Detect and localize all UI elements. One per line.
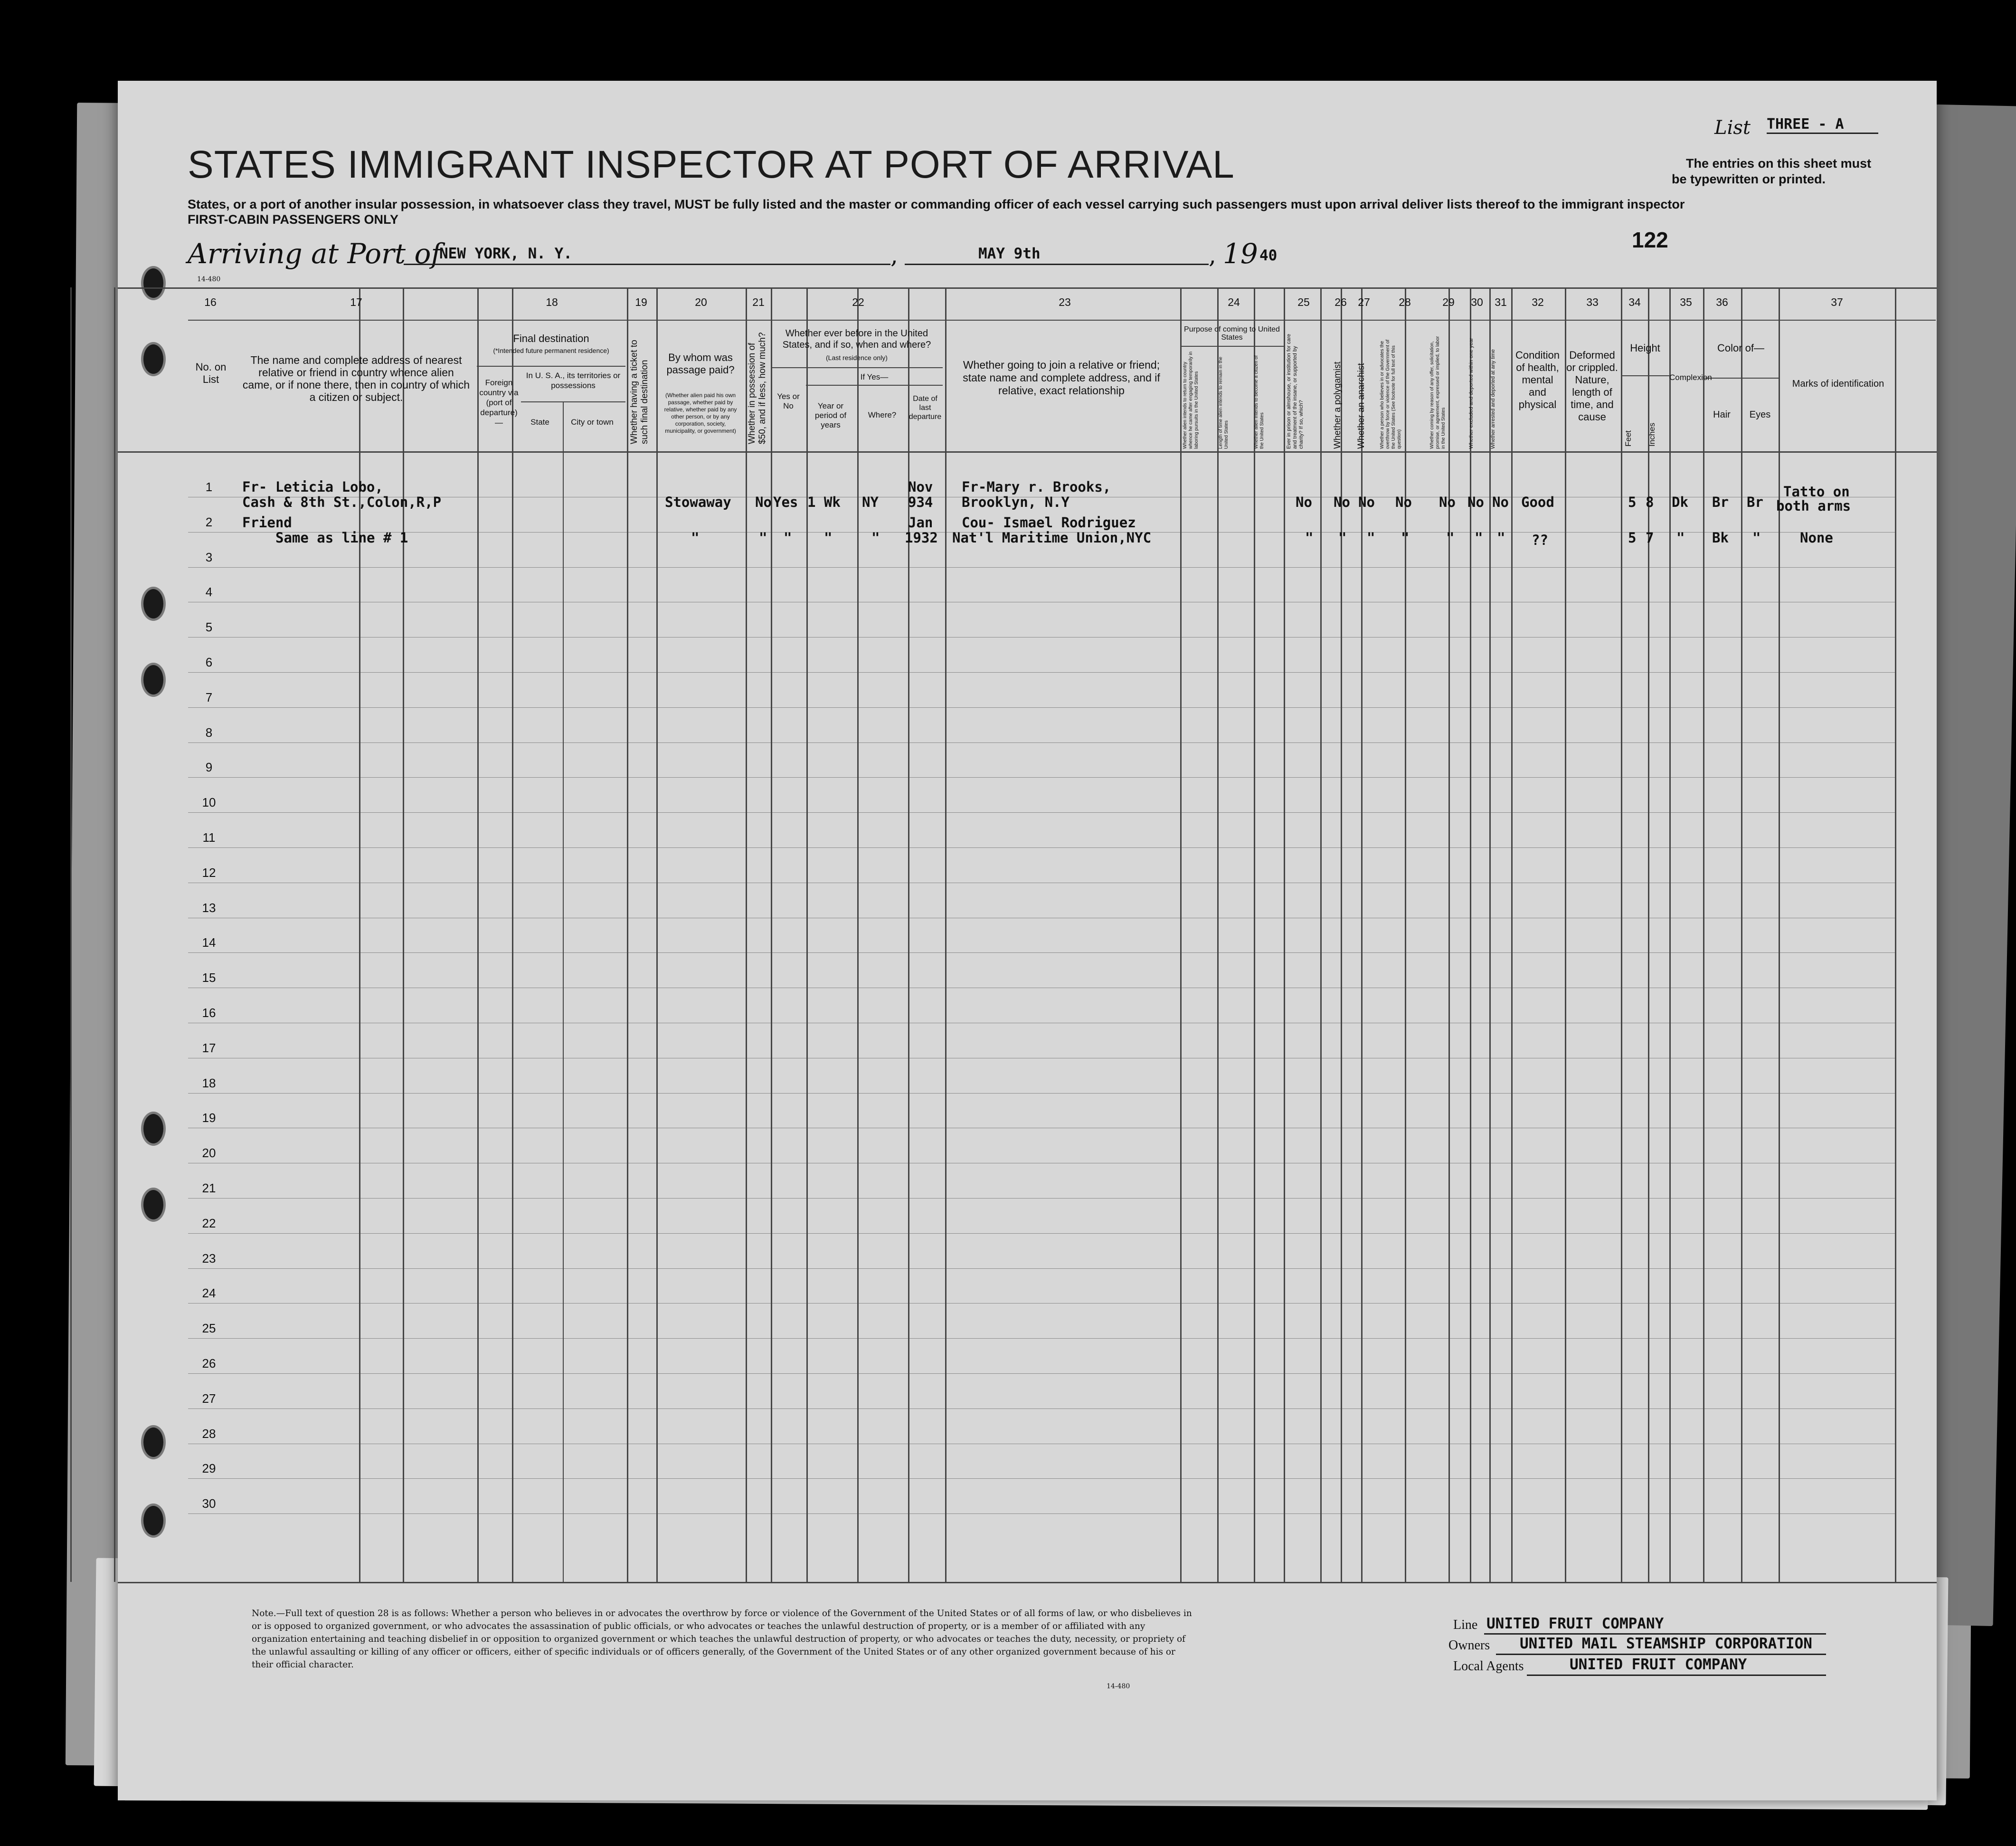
column-rule — [1180, 287, 1182, 1582]
column-number: 34 — [1628, 296, 1641, 308]
comma: , — [1209, 241, 1216, 269]
line-label: Line — [1453, 1618, 1478, 1632]
sub-column-rule — [1217, 346, 1218, 1582]
column-number: 37 — [1831, 296, 1843, 308]
entry-c28: No — [1395, 494, 1412, 510]
header-offer: Whether coming by reason of any offer, solicitation, promise, or agreement, expressed or implied, to labor in the United States — [1429, 336, 1446, 449]
owners-label: Owners — [1448, 1638, 1490, 1653]
column-rule — [1284, 287, 1285, 1582]
c36-divider — [1703, 378, 1779, 379]
entry-hair: Bk — [1712, 530, 1729, 546]
c24-divider — [1180, 346, 1284, 347]
column-number: 21 — [752, 296, 765, 308]
column-rule — [945, 287, 946, 1582]
column-rule — [477, 287, 479, 1582]
entry-inches: 7 — [1646, 530, 1654, 546]
row-number: 13 — [202, 900, 216, 915]
sub-column-rule — [1648, 375, 1649, 1582]
row-number: 24 — [202, 1286, 216, 1301]
year-suffix: 40 — [1259, 247, 1278, 264]
entry-relative: Fr- Leticia Lobo, — [242, 479, 383, 495]
entry-money: " — [759, 530, 767, 546]
header-no-on-list: No. on List — [195, 361, 227, 385]
row-number: 12 — [202, 865, 216, 880]
agents-underline — [1527, 1675, 1826, 1676]
row-number: 28 — [202, 1426, 216, 1441]
row-number: 14 — [202, 935, 216, 950]
column-rule — [1565, 287, 1566, 1582]
row-number: 19 — [202, 1111, 216, 1125]
header-city: City or town — [571, 418, 614, 427]
column-number: 31 — [1495, 296, 1507, 308]
sub-column-rule — [908, 385, 909, 1582]
owners-value: UNITED MAIL STEAMSHIP CORPORATION — [1520, 1635, 1812, 1652]
row-rule — [188, 1093, 1895, 1094]
entry-period: 1 Wk — [807, 494, 841, 510]
row-number: 15 — [202, 971, 216, 985]
table-bottom-border — [118, 1582, 1937, 1583]
c22-ifyes-divider — [806, 385, 943, 386]
row-number: 1 — [205, 480, 213, 494]
column-number: 24 — [1228, 296, 1240, 308]
entry-feet: 5 — [1628, 530, 1637, 546]
column-rule — [403, 287, 404, 1582]
column-rule — [114, 287, 115, 1582]
row-rule — [188, 672, 1895, 673]
entry-eyes: Br — [1747, 494, 1763, 510]
column-rule — [1489, 287, 1491, 1582]
entries-note-line: be typewritten or printed. — [1672, 172, 1826, 186]
row-rule — [188, 1478, 1895, 1479]
column-number: 19 — [635, 296, 647, 308]
entry-c27: No — [1358, 494, 1375, 510]
column-rule — [746, 287, 747, 1582]
header-citizen: Whether alien intends to become a citizen of the United States — [1254, 355, 1265, 449]
header-deformed: Deformed or crippled. Nature, length of time, and cause — [1566, 349, 1618, 423]
row-number: 2 — [205, 514, 213, 529]
column-rule — [1511, 287, 1513, 1582]
entry-period: " — [824, 530, 833, 546]
sub-column-rule — [857, 385, 858, 1582]
row-number: 6 — [205, 655, 213, 669]
entry-c25: No — [1296, 494, 1312, 510]
column-number: 25 — [1297, 296, 1310, 308]
row-number: 20 — [202, 1146, 216, 1161]
entry-inches: 8 — [1646, 494, 1654, 510]
line-underline — [1484, 1633, 1826, 1635]
owners-underline — [1496, 1654, 1826, 1655]
header-purpose: Purpose of coming to United States — [1184, 325, 1280, 342]
entry-marks-2: both arms — [1776, 498, 1851, 514]
row-number: 10 — [202, 795, 216, 810]
header-anarchist: Whether an anarchist — [1356, 363, 1366, 449]
entry-feet: 5 — [1628, 494, 1637, 510]
entry-join: Cou- Ismael Rodriguez — [962, 514, 1136, 531]
row-rule — [188, 812, 1895, 813]
header-usa: In U. S. A., its territories or possessions — [526, 371, 621, 390]
column-rule — [1895, 287, 1896, 1582]
header-excluded: Whether excluded and deported within one year — [1468, 338, 1474, 449]
entry-marks: None — [1800, 530, 1833, 546]
row-rule — [188, 1198, 1895, 1199]
entry-c29: " — [1446, 530, 1455, 546]
column-rule — [1621, 287, 1622, 1582]
row-number: 4 — [205, 585, 213, 599]
entry-departure-month: Jan — [908, 514, 933, 531]
form-title: STATES IMMIGRANT INSPECTOR AT PORT OF ARRIVAL — [188, 143, 1235, 186]
row-number: 11 — [202, 830, 216, 845]
header-return: Whether alien intends to return to country whence he came after engaging temporarily in laboring pursuits in the United States — [1183, 351, 1199, 449]
column-number: 17 — [350, 296, 362, 308]
row-number: 8 — [205, 725, 213, 740]
header-period: Year or period of years — [814, 401, 847, 429]
entry-join-address: Nat'l Maritime Union,NYC — [952, 530, 1152, 546]
row-number: 29 — [202, 1461, 216, 1476]
date-underline — [905, 264, 1209, 265]
agents-value: UNITED FRUIT COMPANY — [1570, 1656, 1747, 1673]
row-rule — [188, 1233, 1895, 1234]
c34-divider — [1621, 375, 1669, 376]
header-bottom-border — [118, 451, 1937, 453]
entry-c29: No — [1439, 494, 1456, 510]
column-number: 16 — [204, 296, 217, 308]
header-complexion: Complexion — [1669, 373, 1712, 382]
header-arrested: Whether arrested and deported at any time — [1490, 349, 1496, 449]
row-rule — [188, 1513, 1895, 1514]
header-overthrow: Whether a person who believes in or advocates the overthrow by force or violence of the Government of the United States (See footnote for full text of this question) — [1380, 339, 1402, 449]
column-number: 26 — [1335, 296, 1347, 308]
entry-eyes: " — [1752, 530, 1761, 546]
column-rule — [1341, 287, 1342, 1582]
entry-c27: " — [1367, 530, 1375, 546]
header-length: Length of time alien intends to remain in the United States — [1218, 356, 1229, 449]
form-subtitle: States, or a port of another insular possession, in whatsoever class they travel, MUST be fully listed and the master or commanding officer of each vessel carrying such passengers must upon arrival deliver lists thereof to the immigrant inspector — [188, 197, 1685, 211]
port-value: NEW YORK, N. Y. — [439, 245, 572, 262]
column-rule — [1320, 287, 1322, 1582]
row-number: 7 — [205, 690, 213, 704]
header-state: State — [530, 418, 549, 427]
header-relative: The name and complete address of nearest relative or friend in country whence alien came, or if none there, then in country of which a citizen or subject. — [242, 354, 470, 403]
sub-column-rule — [1741, 378, 1742, 1582]
header-marks: Marks of identification — [1792, 379, 1884, 389]
entry-where: NY — [862, 494, 879, 510]
column-rule — [1669, 287, 1671, 1582]
header-polygamist: Whether a polygamist — [1333, 362, 1343, 449]
c18-usa-divider — [521, 401, 625, 402]
column-number: 36 — [1716, 296, 1728, 308]
header-money: Whether in possession of $50, and if less, how much? — [747, 332, 767, 444]
row-rule — [188, 637, 1895, 638]
list-value: THREE - A — [1767, 116, 1878, 134]
row-number: 21 — [202, 1181, 216, 1195]
header-height: Height — [1630, 342, 1660, 354]
header-passage: By whom was passage paid? — [666, 352, 735, 376]
entry-before-yesno: " — [784, 530, 792, 546]
entry-money: No — [755, 494, 772, 510]
entry-c28: " — [1401, 530, 1410, 546]
entry-relative: Friend — [242, 514, 292, 531]
header-inches: Inches — [1647, 422, 1656, 447]
entry-c26: No — [1334, 494, 1350, 510]
entry-complexion: Dk — [1672, 494, 1688, 510]
entry-hair: Br — [1712, 494, 1729, 510]
header-before-us: Whether ever before in the United States, and if so, when and where? — [782, 328, 931, 350]
row-number: 9 — [205, 760, 213, 775]
footnote: Note.—Full text of question 28 is as follows: Whether a person who believes in or advocates the overthrow by force or violence of the Government of the United States or of all forms of law, or who disbelieves in or is opposed to organized government, or who advocates the assassination of public officials, or who advocates or teaches the unlawful destruction of property, or is a member of or affiliated with any organization entertaining and teaching disbelief in or opposition to organized government or which teaches the unlawful destruction of property, or who advocates or teaches the duty, necessity, or propriety of the unlawful assaulting or killing of any officer or officers, either of specific individuals or of officers generally, of the Government of the United States or of any other organized government because of his or their official character. — [252, 1608, 1192, 1670]
entry-where: " — [871, 530, 880, 546]
column-rule — [1703, 287, 1704, 1582]
c18-divider — [477, 366, 625, 367]
column-number: 32 — [1532, 296, 1544, 308]
entry-join: Fr-Mary r. Brooks, — [962, 479, 1111, 495]
column-number: 30 — [1471, 296, 1483, 308]
entry-c25: " — [1305, 530, 1314, 546]
sub-column-rule — [512, 347, 513, 1582]
column-rule — [771, 287, 772, 1582]
column-rule — [1779, 287, 1780, 1582]
column-number: 28 — [1399, 296, 1411, 308]
row-rule — [188, 1338, 1895, 1339]
entry-c30: " — [1475, 530, 1483, 546]
entry-c26: " — [1338, 530, 1347, 546]
row-rule — [188, 1303, 1895, 1304]
header-hair: Hair — [1713, 409, 1731, 420]
entry-before-yesno: Yes — [773, 494, 798, 510]
list-label: List — [1714, 117, 1751, 139]
entry-c31: No — [1492, 494, 1509, 510]
column-number: 22 — [852, 296, 864, 308]
sheet-number: 122 — [1632, 228, 1668, 252]
entries-note — [1672, 156, 1871, 187]
colnum-divider — [188, 320, 1936, 321]
header-eyes: Eyes — [1749, 409, 1771, 420]
port-underline — [404, 264, 890, 265]
date-value: MAY 9th — [978, 245, 1041, 262]
entry-join-address: Brooklyn, N.Y — [962, 494, 1070, 510]
line-value: UNITED FRUIT COMPANY — [1486, 1615, 1664, 1632]
column-rule — [1470, 287, 1471, 1582]
column-number: 18 — [546, 296, 558, 308]
header-join: Whether going to join a relative or friend; state name and complete address, and if relative, exact relationship — [963, 359, 1160, 397]
column-rule — [70, 287, 72, 1582]
entry-departure-year: 1932 — [905, 530, 938, 546]
header-if-yes: If Yes— — [860, 372, 889, 381]
column-rule — [1405, 287, 1406, 1582]
column-number: 20 — [695, 296, 707, 308]
column-number: 23 — [1059, 296, 1071, 308]
column-rule — [627, 287, 628, 1582]
entry-health: ?? — [1532, 532, 1548, 548]
table-top-border — [118, 287, 1937, 289]
header-feet: Feet — [1624, 430, 1633, 447]
entry-c31: " — [1497, 530, 1505, 546]
row-rule — [188, 1373, 1895, 1374]
sub-column-rule — [1254, 346, 1255, 1582]
entry-marks: Tatto on — [1783, 484, 1850, 500]
header-prison: Ever in prison or almshouse, or institution for care and treatment of the insane, or supported by charity? If so, which? — [1286, 333, 1304, 449]
row-number: 16 — [202, 1006, 216, 1020]
row-rule — [188, 952, 1895, 953]
header-ticket: Whether having a ticket to such final destination — [629, 340, 650, 444]
row-rule — [188, 777, 1895, 778]
header-color: Color of— — [1717, 342, 1765, 354]
row-rule — [188, 707, 1895, 708]
row-number: 17 — [202, 1040, 216, 1055]
row-number: 23 — [202, 1251, 216, 1266]
entry-complexion: " — [1676, 530, 1685, 546]
sub-column-rule — [563, 401, 564, 1582]
agents-label: Local Agents — [1453, 1659, 1524, 1674]
row-rule — [188, 847, 1895, 848]
header-passage-note: (Whether alien paid his own passage, whether paid by relative, whether paid by any other person, or by any corporation, society, municipality, or government) — [664, 392, 737, 434]
row-rule — [188, 1268, 1895, 1269]
column-number: 35 — [1680, 296, 1692, 308]
entry-c30: No — [1467, 494, 1484, 510]
header-where: Where? — [868, 410, 897, 419]
header-before-us-note: (Last residence only) — [826, 354, 888, 362]
row-number: 22 — [202, 1216, 216, 1230]
comma: , — [890, 241, 898, 269]
arriving-label: Arriving at Port of — [188, 238, 441, 270]
row-rule — [188, 742, 1895, 743]
entry-relative-address: Same as line # 1 — [275, 530, 408, 546]
column-rule — [656, 287, 658, 1582]
row-rule — [188, 567, 1895, 568]
entry-departure-month: Nov — [908, 479, 933, 495]
column-rule — [1361, 287, 1363, 1582]
column-rule — [1448, 287, 1450, 1582]
row-number: 27 — [202, 1391, 216, 1406]
header-yes-no: Yes or No — [777, 392, 800, 410]
entries-note-line: The entries on this sheet must — [1686, 156, 1872, 171]
form-subtitle-class: FIRST-CABIN PASSENGERS ONLY — [188, 212, 399, 227]
entry-health: Good — [1521, 494, 1554, 510]
row-number: 5 — [205, 620, 213, 635]
header-final-destination: Final destination — [513, 333, 589, 344]
entry-relative-address: Cash & 8th St.,Colon,R,P — [242, 494, 442, 510]
column-number: 29 — [1442, 296, 1455, 308]
entry-passage: " — [691, 530, 700, 546]
row-number: 3 — [205, 550, 213, 564]
column-number: 33 — [1586, 296, 1599, 308]
row-number: 25 — [202, 1321, 216, 1336]
form-number: 14-480 — [197, 276, 221, 283]
row-number: 26 — [202, 1356, 216, 1370]
entry-departure-year: 934 — [908, 494, 933, 510]
header-health: Condition of health, mental and physical — [1515, 349, 1560, 410]
entry-passage: Stowaway — [665, 494, 731, 510]
header-final-destination-note: (*Intended future permanent residence) — [493, 347, 609, 354]
sub-column-rule — [806, 366, 807, 1582]
c22-divider — [771, 367, 943, 368]
footer-form-number: 14-480 — [1107, 1683, 1130, 1690]
header-foreign-country: Foreign country via (port of departure)— — [479, 378, 519, 427]
row-number: 30 — [202, 1496, 216, 1511]
year-prefix: 19 — [1223, 238, 1258, 270]
column-number: 27 — [1358, 296, 1370, 308]
row-number: 18 — [202, 1075, 216, 1090]
header-departure: Date of last departure — [909, 395, 942, 421]
row-rule — [188, 1408, 1895, 1409]
